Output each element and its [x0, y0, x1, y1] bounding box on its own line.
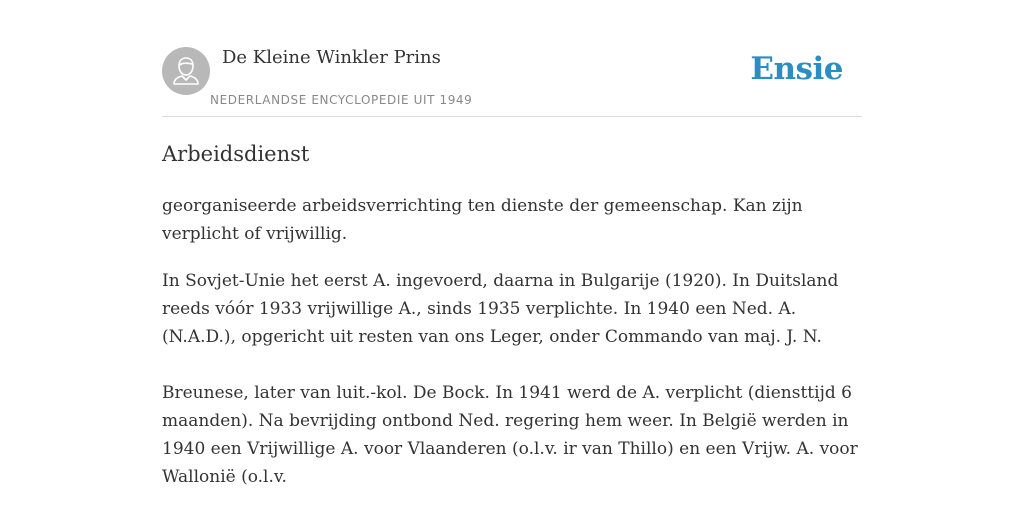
user-icon	[162, 47, 210, 95]
article-body	[162, 192, 862, 491]
source-subtitle: NEDERLANDSE ENCYCLOPEDIE UIT 1949	[210, 93, 473, 107]
article-paragraph: In Sovjet-Unie het eerst A. ingevoerd, daarna in Bulgarije (1920). In Duitsland reeds vóór 1933 vrijwillige A., sinds 1935 verplichte. In 1940 een Ned. A. (N.A.D.), opgericht uit resten van ons Leger, onder Commando van maj. J. N.	[162, 271, 839, 347]
article-paragraph: georganiseerde arbeidsverrichting ten dienste der gemeenschap. Kan zijn verplicht of vrijwillig.	[162, 196, 803, 244]
article-paragraph: Breunese, later van luit.-kol. De Bock. In 1941 werd de A. verplicht (diensttijd 6 maanden). Na bevrijding ontbond Ned. regering hem weer. In België werden in 1940 een Vrijwillige A. voor Vlaanderen (o.l.v. ir van Thillo) en een Vrijw. A. voor Wallonië (o.l.v.	[162, 383, 858, 487]
brand-logo[interactable]: Ensie	[750, 51, 843, 87]
article-title: Arbeidsdienst	[162, 142, 310, 166]
avatar[interactable]	[162, 47, 210, 95]
source-title[interactable]: De Kleine Winkler Prins	[222, 47, 441, 68]
article-card	[162, 0, 862, 512]
page-header	[162, 46, 862, 117]
